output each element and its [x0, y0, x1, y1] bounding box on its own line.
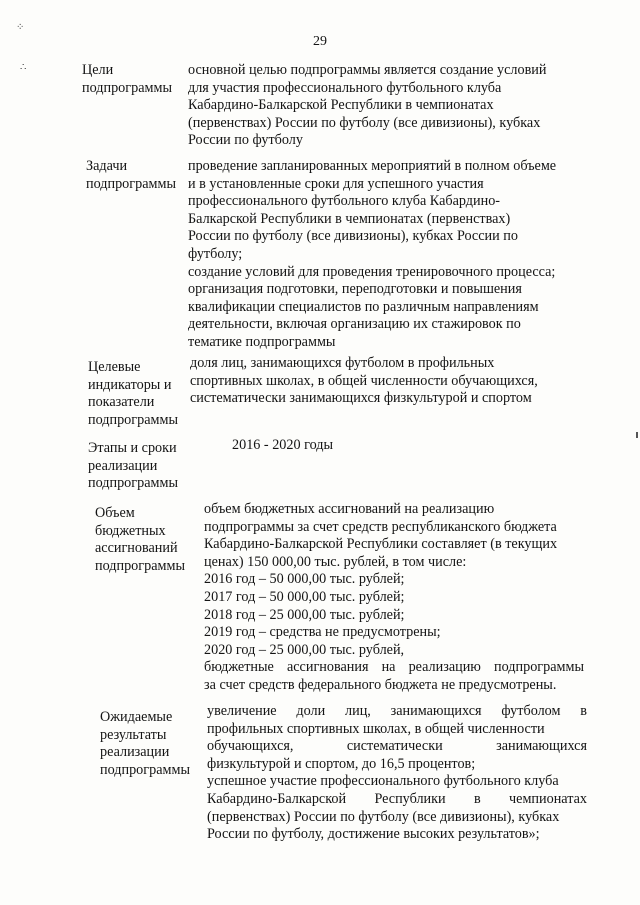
- scan-mark-2: ∴: [20, 62, 27, 73]
- section-text: основной целью подпрограммы является создание условий для участия профессионального футбольного клуба Кабардино-Балкарской Республики в чемпионатах (первенствах) России по футболу (все дивизионы), кубках России по футболу: [188, 62, 547, 149]
- section-label: Этапы и сроки реализации подпрограммы: [88, 440, 178, 492]
- section-text: 2016 - 2020 годы: [232, 437, 334, 453]
- section-label: Объем бюджетных ассигнований подпрограммы: [95, 505, 185, 574]
- section-text: проведение запланированных мероприятий в полном объеме и в установленные сроки для успешного участия профессионального футбольного клуба Кабардино- Балкарской Республики в чемпионатах (первенствах) России по футболу (все дивизионы), кубках России по футболу; создание условий для проведения тренировочного процесса; организация подготовки, переподготовки и повышения квалификации специалистов по различным направлениям деятельности, включая организацию их стажировок по тематике подпрограммы: [188, 158, 557, 350]
- page-number: 29: [313, 34, 327, 49]
- section-label: Задачи подпрограммы: [86, 158, 176, 192]
- section-label: Цели подпрограммы: [82, 62, 172, 96]
- section-label: Ожидаемые результаты реализации подпрограммы: [100, 709, 190, 778]
- section-text: увеличение доли лиц, занимающихся футболом в профильных спортивных школах, в общей численности обучающихся, систематически занимающихся физкультурой и спортом, до 16,5 процентов; успешное участие профессионального футбольного клуба Кабардино-Балкарской Республики в чемпионатах (первенствах) России по футболу (все дивизионы), кубках России по футболу, достижение высоких результатов»;: [207, 703, 587, 843]
- section-text: объем бюджетных ассигнований на реализацию подпрограммы за счет средств республиканского бюджета Кабардино-Балкарской Республики составляет (в текущих ценах) 150 000,00 тыс. рублей, в том числе: 2016 год – 50 000,00 тыс. рублей; 2017 год – 50 000,00 тыс. рублей; 2018 год – 25 000,00 тыс. рублей; 2019 год – средства не предусмотрены; 2020 год – 25 000,00 тыс. рублей, бюджетные ассигнования на реализацию подпрограммы за счет средств федерального бюджета не предусмотрены.: [204, 501, 584, 693]
- section-label: Целевые индикаторы и показатели подпрограммы: [88, 359, 178, 428]
- scan-edge-mark: [636, 432, 638, 438]
- section-text: доля лиц, занимающихся футболом в профильных спортивных школах, в общей численности обучающихся, систематически занимающихся физкультурой и спортом: [190, 355, 538, 407]
- scan-mark-1: ⁘: [16, 22, 25, 33]
